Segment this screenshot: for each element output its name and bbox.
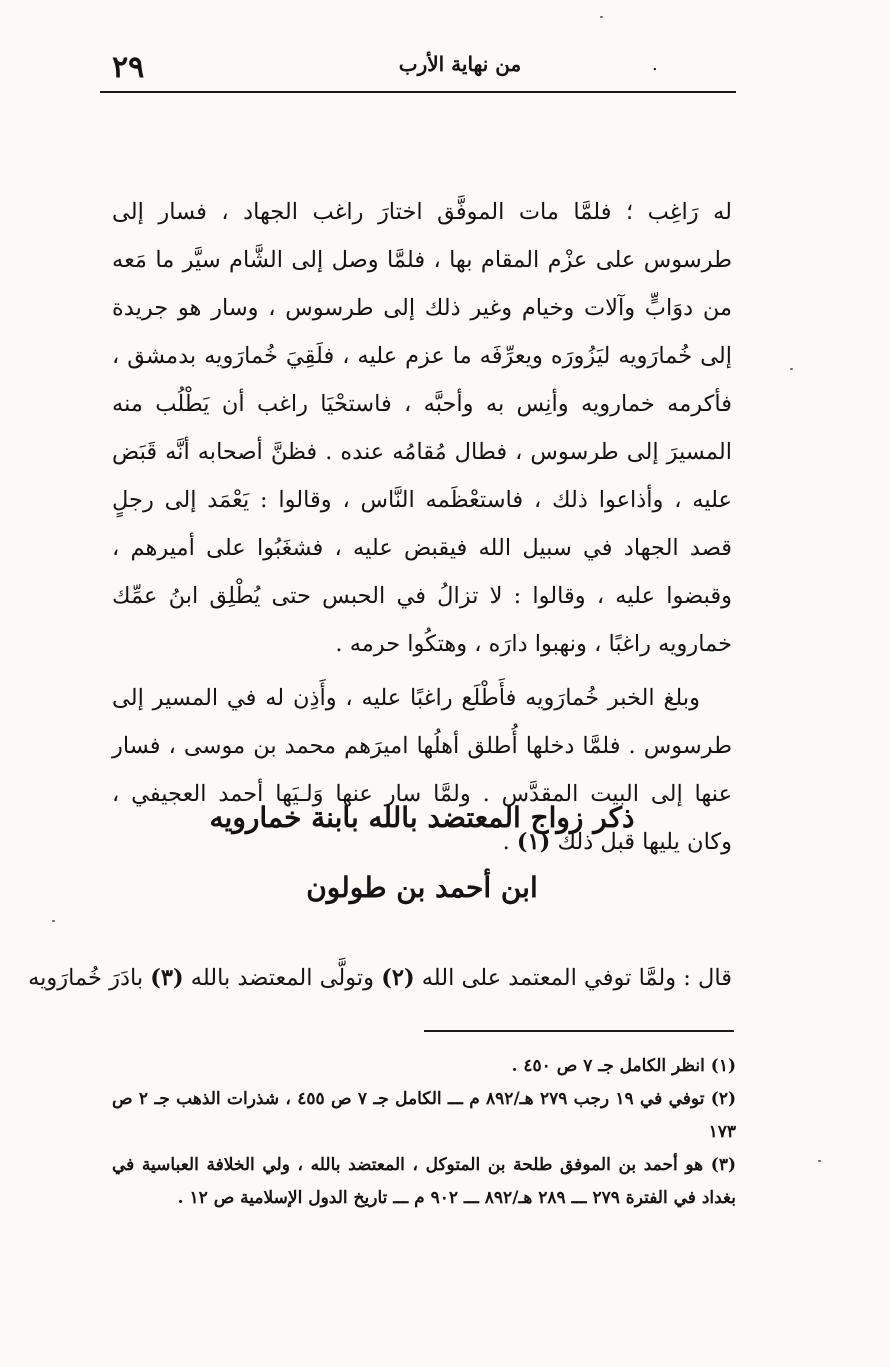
section-heading: ذكر زواج المعتضد بالله بابنة خمارويه: [209, 801, 635, 834]
scan-speck: [818, 1160, 821, 1162]
running-title: من نهاية الأرب: [398, 52, 522, 76]
footnote-3-text: هو أحمد بن الموفق طلحة بن المتوكل ، المعتضد بالله ، ولي الخلافة العباسية في بغداد في الفترة ٢٧٩ ـــ ٢٨٩ هـ/٨٩٢ ـــ ٩٠٢ م ـــ تاريخ الدول الإسلامية ص ١٢ .: [112, 1155, 736, 1208]
paragraph-3-part2: وتولَّى المعتضد بالله: [183, 965, 382, 991]
body-text: [112, 188, 732, 866]
paragraph-2-end: .: [502, 829, 517, 855]
footnote-2-marker: (٢): [710, 1089, 737, 1109]
header-rule: [100, 91, 736, 93]
scan-speck: [52, 920, 55, 922]
page-number: ٢٩: [112, 50, 145, 85]
footnote-marker-3: (٣): [150, 965, 184, 991]
footnotes: [112, 1050, 736, 1215]
scan-speck: [790, 368, 793, 370]
page-header: [0, 0, 890, 100]
footnote-marker-1: (١): [516, 829, 551, 855]
header-dot: .: [652, 54, 658, 75]
footnote-3: [112, 1149, 736, 1215]
scan-speck: [600, 16, 603, 18]
footnote-1-marker: (١): [710, 1056, 736, 1076]
footnote-marker-2: (٢): [381, 965, 415, 991]
footnote-3-marker: (٣): [710, 1155, 736, 1175]
footnote-2: [112, 1083, 736, 1149]
paragraph-1: له رَاغِب ؛ فلمَّا مات الموفَّق اختارَ راغب الجهاد ، فسار إلى طرسوس على عزْم المقام بها ، فلمَّا وصل إلى الشَّام سيَّر ما مَعه من دوَابٍّ وآلات وخيام وغير ذلك إلى طرسوس ، وسار هو جريدة إلى خُمارَويه ليَزُورَه ويعرِّفَه ما عزم عليه ، فلَقِيَ خُمارَويه بدمشق ، فأكرمه خمارويه وأنِس به وأحبَّه ، فاستحْيَا راغب أن يَطْلُب منه المسيرَ إلى طرسوس ، فطال مُقامُه عنده . فظنَّ أصحابه أنَّه قَبَض عليه ، وأذاعوا ذلك ، فاستعْظَمه النَّاس ، وقالوا : يَعْمَد إلى رجلٍ قصد الجهاد في سبيل الله فيقبض عليه ، فشغَبُوا على أميرهم ، وقبضوا عليه ، وقالوا : لا تزالُ في الحبس حتى يُطْلِق ابنُ عمِّك خمارويه راغبًا ، ونهبوا دارَه ، وهتكُوا حرمه .: [112, 199, 732, 657]
footnote-2-text: توفي في ١٩ رجب ٢٧٩ هـ/٨٩٢ م ـــ الكامل جـ ٧ ص ٤٥٥ ، شذرات الذهب جـ ٢ ص ١٧٣: [112, 1089, 736, 1142]
paragraph-3-part3: بادَرَ خُمارَويه: [28, 965, 151, 991]
footnote-rule: [424, 1030, 734, 1032]
paragraph-3-part1: قال : ولمَّا توفي المعتمد على الله: [414, 965, 732, 991]
footnote-1-text: انظر الكامل جـ ٧ ص ٤٥٠ .: [511, 1056, 705, 1076]
paragraph-2-text: وبلغ الخبر خُمارَويه فأَطْلَع راغبًا عليه ، وأَذِن له في المسير إلى طرسوس . فلمَّا دخلها أُطلق أهلُها اميرَهم محمد بن موسى ، فسار عنها إلى البيت المقدَّس . ولمَّا سار عنها وَلـيَها أحمد العجيفي ، وكان يليها قبل ذلك: [112, 685, 732, 855]
section-subheading: ابن أحمد بن طولون: [306, 871, 538, 904]
paragraph-3: [28, 958, 732, 998]
footnote-1: [112, 1050, 736, 1083]
